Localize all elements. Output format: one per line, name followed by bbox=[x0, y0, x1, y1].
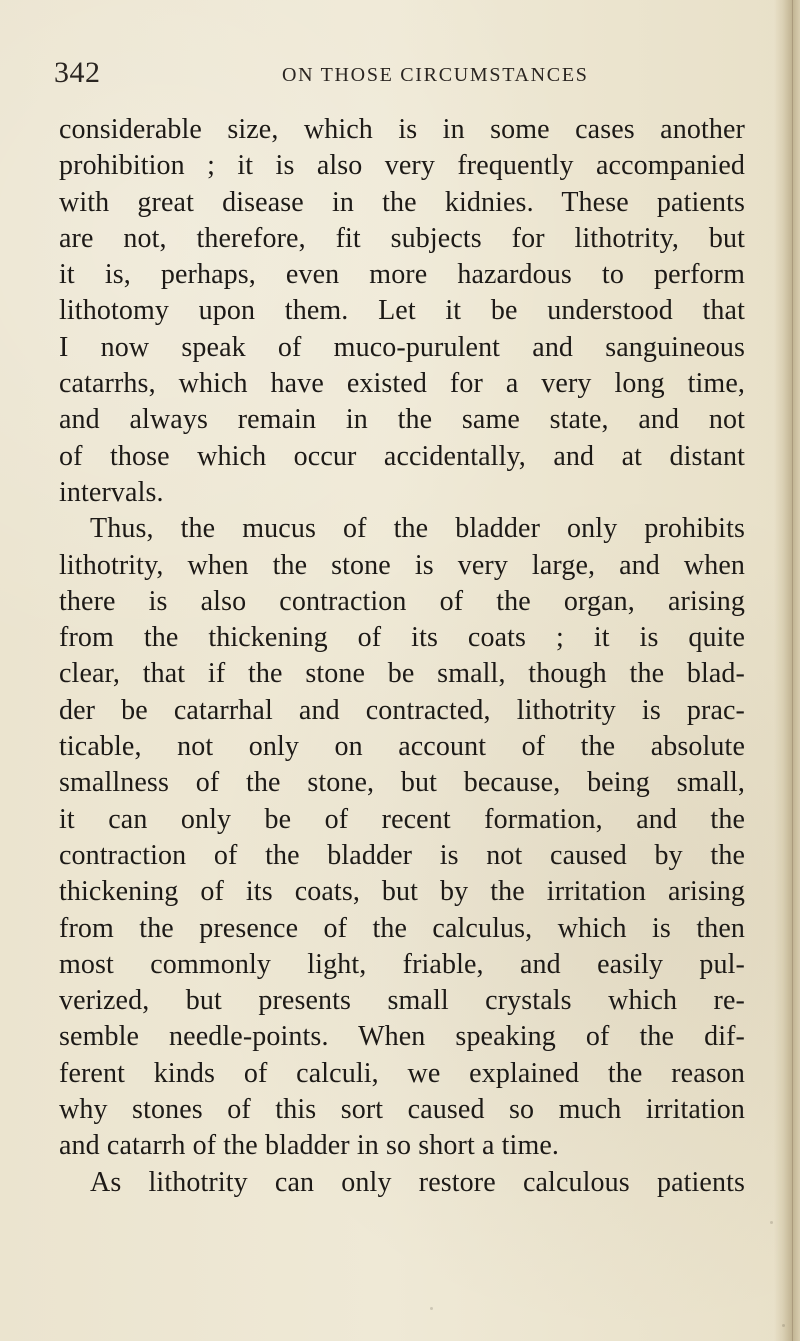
text-line: der be catarrhal and contracted, lithotrity is prac- bbox=[59, 694, 745, 726]
text-line: it is, perhaps, even more hazardous to perform bbox=[59, 259, 745, 291]
page-right-edge bbox=[774, 0, 800, 1341]
text-line: verized, but presents small crystals which re- bbox=[59, 985, 745, 1017]
text-line: of those which occur accidentally, and at distant bbox=[59, 440, 745, 472]
paper-speck bbox=[430, 1307, 433, 1310]
text-line: it can only be of recent formation, and the bbox=[59, 803, 745, 835]
text-line: smallness of the stone, but because, being small, bbox=[59, 767, 745, 799]
page-number: 342 bbox=[54, 56, 101, 89]
text-line: and always remain in the same state, and not bbox=[59, 404, 745, 436]
text-line: catarrhs, which have existed for a very long time, bbox=[59, 368, 745, 400]
text-line: why stones of this sort caused so much irritation bbox=[59, 1094, 745, 1126]
text-line: semble needle-points. When speaking of the dif- bbox=[59, 1021, 745, 1053]
paragraph-end-line: intervals. bbox=[59, 476, 164, 508]
text-line: ticable, not only on account of the absolute bbox=[59, 731, 745, 763]
text-line: thickening of its coats, but by the irritation arising bbox=[59, 876, 745, 908]
paragraph-start-line: Thus, the mucus of the bladder only prohibits bbox=[90, 513, 745, 545]
text-line: ferent kinds of calculi, we explained the reason bbox=[59, 1057, 745, 1089]
text-line: there is also contraction of the organ, arising bbox=[59, 585, 745, 617]
text-line: from the thickening of its coats ; it is quite bbox=[59, 622, 745, 654]
text-line: are not, therefore, fit subjects for lithotrity, but bbox=[59, 222, 745, 254]
text-line: with great disease in the kidnies. These patients bbox=[59, 186, 745, 218]
paper-speck bbox=[770, 1221, 773, 1224]
text-line: contraction of the bladder is not caused by the bbox=[59, 839, 745, 871]
text-line: from the presence of the calculus, which is then bbox=[59, 912, 745, 944]
body-text bbox=[59, 112, 745, 1201]
text-line: lithotrity, when the stone is very large, and when bbox=[59, 549, 745, 581]
paper-speck bbox=[782, 1324, 785, 1327]
text-line: prohibition ; it is also very frequently accompanied bbox=[59, 150, 745, 182]
text-line: most commonly light, friable, and easily pul- bbox=[59, 948, 745, 980]
page-header bbox=[0, 58, 800, 98]
paragraph-start-line: As lithotrity can only restore calculous patients bbox=[90, 1166, 745, 1198]
text-line: lithotomy upon them. Let it be understood that bbox=[59, 295, 745, 327]
running-head: ON THOSE CIRCUMSTANCES bbox=[282, 64, 589, 86]
text-line: considerable size, which is in some cases another bbox=[59, 114, 745, 145]
paragraph-end-line: and catarrh of the bladder in so short a time. bbox=[59, 1130, 560, 1162]
text-line: I now speak of muco-purulent and sanguineous bbox=[59, 331, 745, 363]
text-line: clear, that if the stone be small, though the blad- bbox=[59, 658, 745, 690]
